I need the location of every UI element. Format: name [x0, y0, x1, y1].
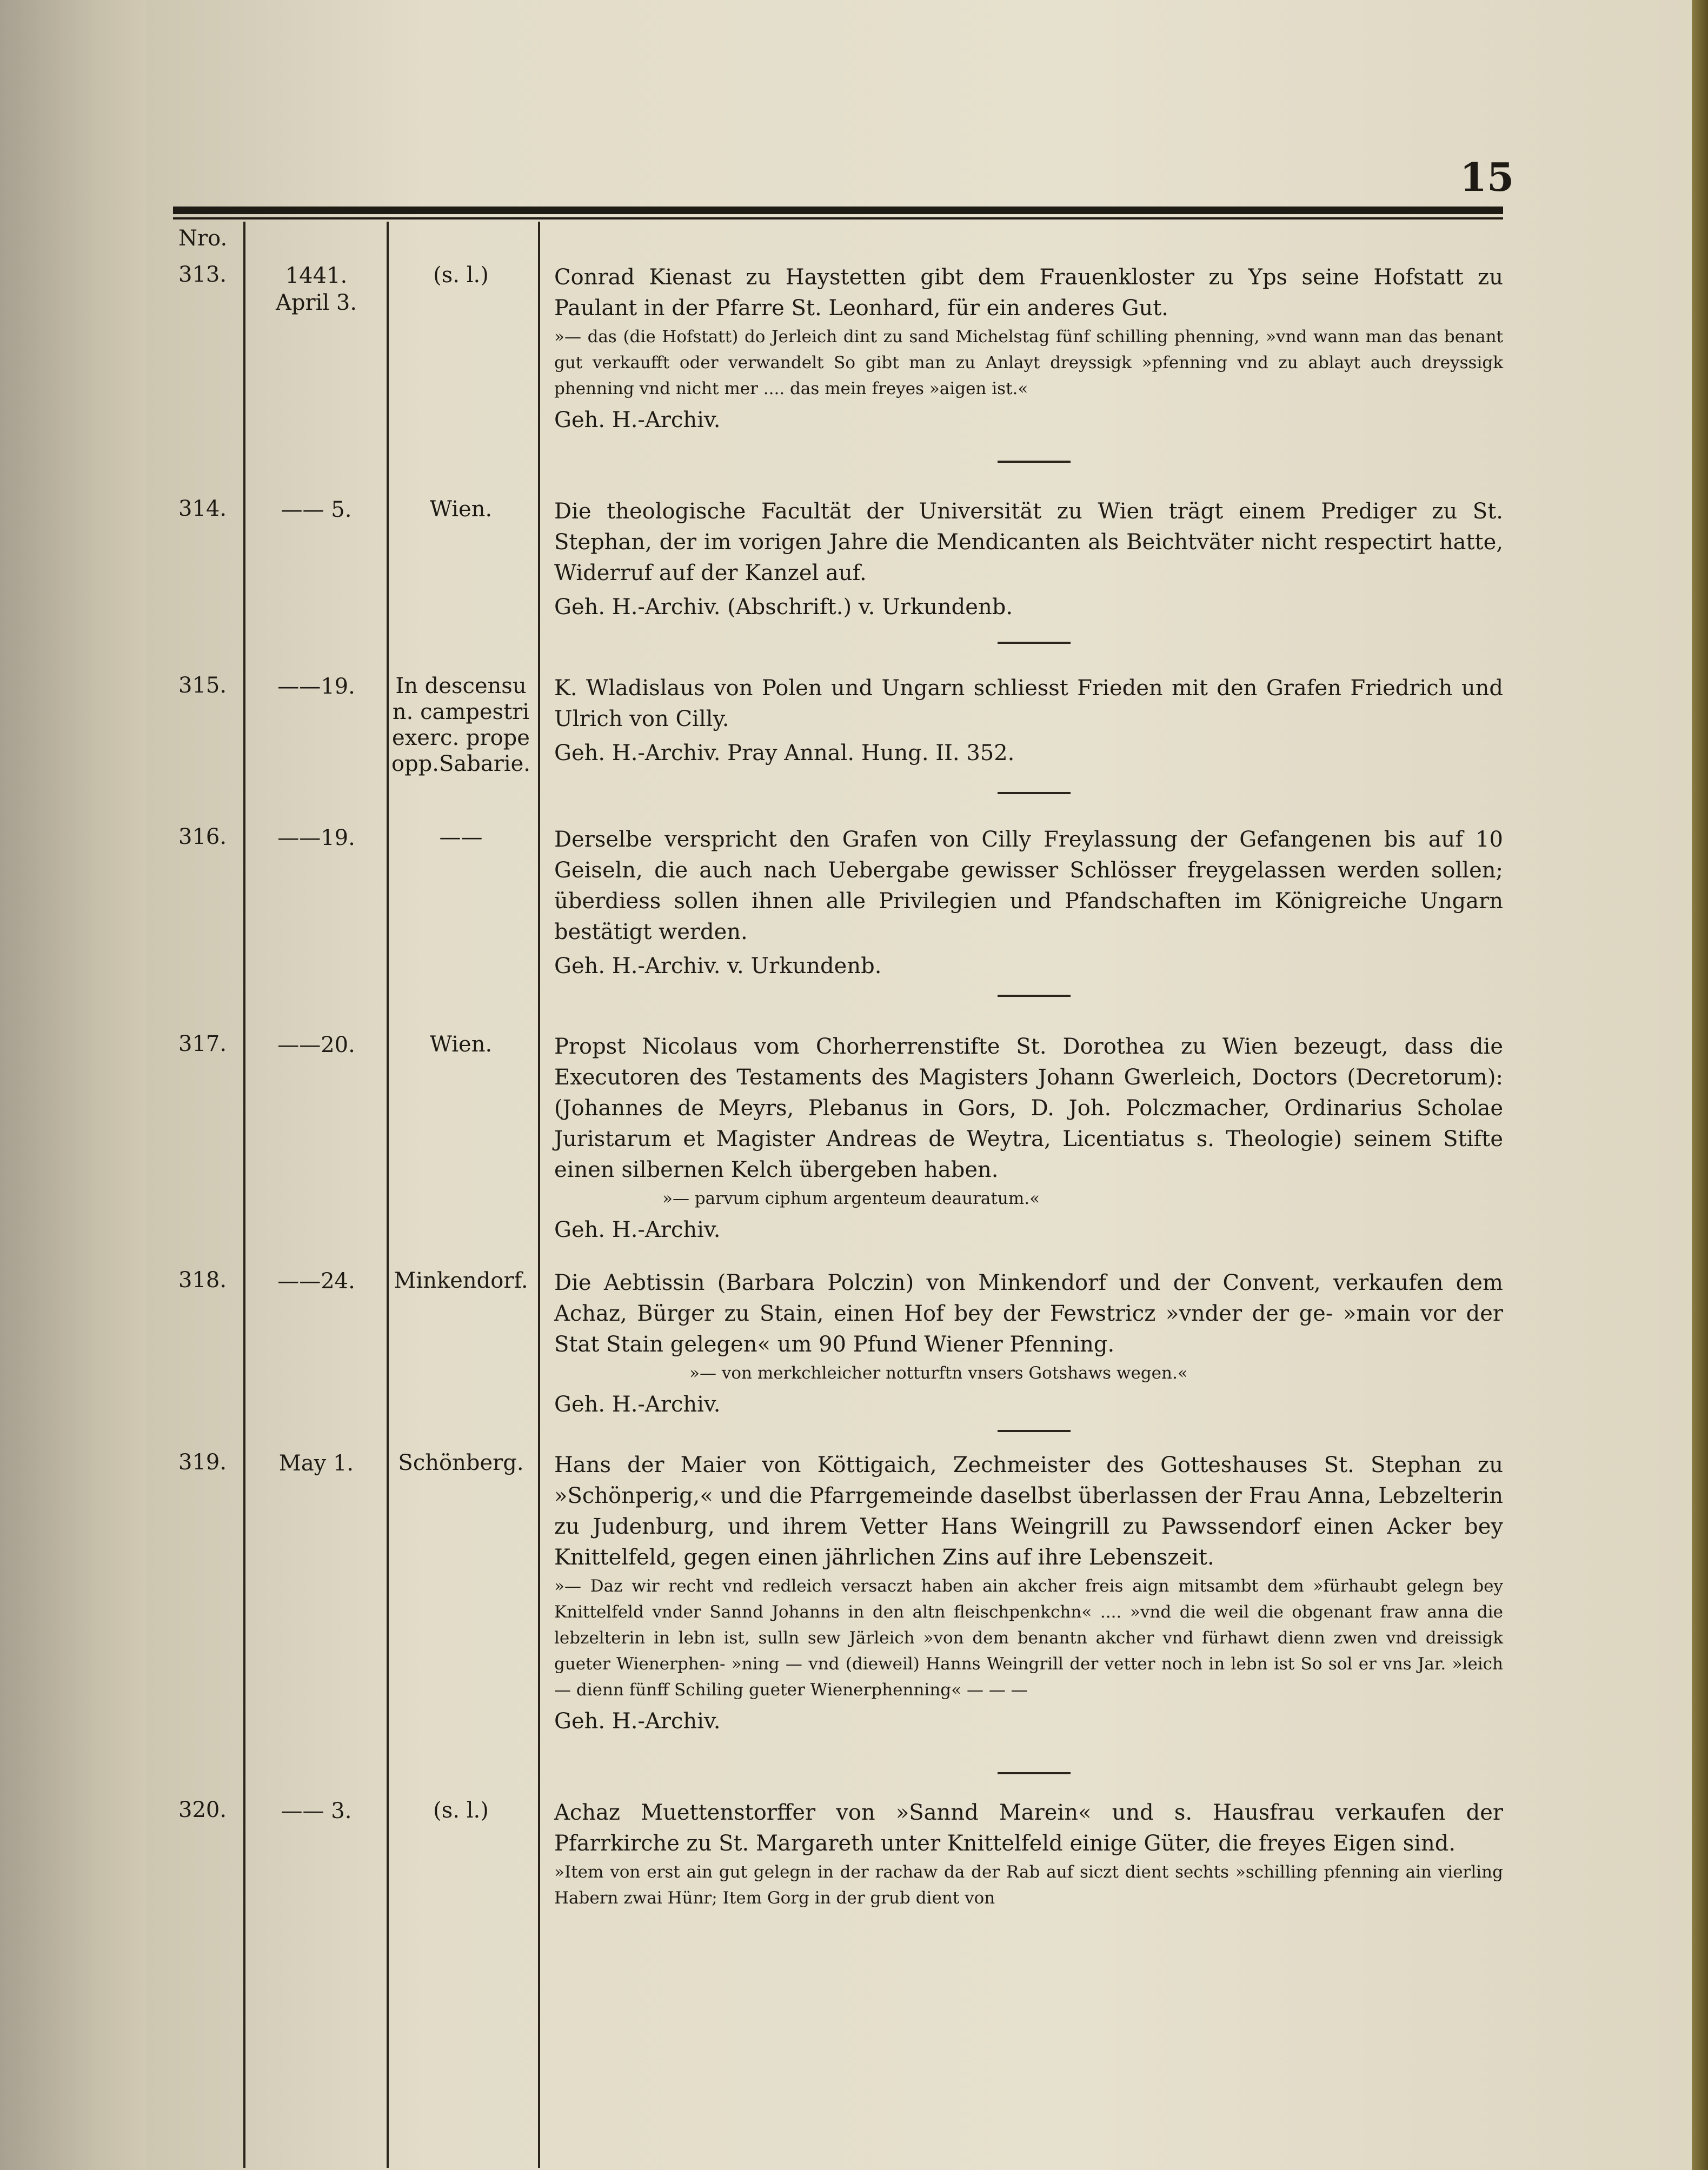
entry-source: Geh. H.-Archiv.	[554, 1709, 721, 1734]
entry-place: Wien.	[429, 1032, 493, 1057]
book-edge	[1692, 0, 1708, 2170]
entry-place: (s. l.)	[433, 1798, 489, 1823]
entry-quote: »— Daz wir recht vnd redleich versaczt haben ain akcher freis aign mitsambt dem »fürhaubt gelegn bey Knittelfeld vnder Sannd Johanns in den altn fleischpenkchn« .... »vnd die weil die obgenant fraw anna die lebzelterin in lebn ist, sulln sew Järleich »von dem benantn akcher vnd fürhawt dienn zwen vnd dreissigk gueter Wienerphen- »ning — vnd (dieweil) Hanns Weingrill der vetter noch in lebn ist So sol er vns Jar. »leich — dienn fünff Schiling gueter Wienerphenning« — — —	[554, 1576, 1503, 1700]
entry-separator	[998, 1772, 1071, 1774]
entry-source: Geh. H.-Archiv. v. Urkundenb.	[554, 954, 882, 979]
entry-text: Achaz Muettenstorffer von »Sannd Marein« und s. Hausfrau verkaufen der Pfarrkirche zu St. Margareth unter Knittelfeld einige Güter, die freyes Eigen sind.	[554, 1800, 1503, 1856]
entry-number: 319.	[178, 1450, 227, 1475]
entry-separator	[998, 995, 1071, 997]
entry-separator	[998, 461, 1071, 463]
entry-quote: »— von merkchleicher notturftn vnsers Gotshaws wegen.«	[689, 1363, 1188, 1383]
entry-number: 320.	[178, 1798, 227, 1822]
entry-number: 313.	[178, 262, 227, 287]
column-header-nro: Nro.	[178, 226, 228, 251]
entry-text: Hans der Maier von Köttigaich, Zechmeister des Gotteshauses St. Stephan zu »Schönperig,« und die Pfarrgemeinde daselbst überlassen der Frau Anna, Lebzelterin zu Judenburg, und ihrem Vetter Hans Weingrill zu Pawssendorf einen Acker bey Knittelfeld, gegen einen jährlichen Zins auf ihre Lebenszeit.	[554, 1453, 1503, 1570]
entry-separator	[998, 642, 1071, 644]
entry-number: 316.	[178, 824, 227, 849]
entry-date: 1441. April 3.	[275, 263, 357, 315]
entry-place: ——	[439, 825, 483, 850]
entry-separator	[998, 1430, 1071, 1432]
entry-date: —— 5.	[281, 497, 352, 522]
entry-text: Derselbe verspricht den Grafen von Cilly Freylassung der Gefangenen bis auf 10 Geiseln, die auch nach Uebergabe gewisser Schlösser freygelassen werden sollen; überdiess sollen ihnen alle Privilegien und Pfandschaften im Königreiche Ungarn bestätigt werden.	[554, 827, 1503, 944]
header-rule	[173, 207, 1503, 214]
entry-number: 315.	[178, 673, 227, 698]
entry-number: 318.	[178, 1268, 227, 1293]
entry-date: ——20.	[277, 1033, 355, 1057]
entry-text: K. Wladislaus von Polen und Ungarn schliesst Frieden mit den Grafen Friedrich und Ulrich von Cilly.	[554, 676, 1503, 731]
entry-date: May 1.	[278, 1451, 354, 1476]
entry-source: Geh. H.-Archiv. Pray Annal. Hung. II. 352.	[554, 741, 1015, 766]
scan-background-left	[0, 0, 162, 2170]
entry-place: Wien.	[429, 497, 493, 522]
entry-date: ——19.	[277, 826, 355, 850]
entry-text: Die Aebtissin (Barbara Polczin) von Minkendorf und der Convent, verkaufen dem Achaz, Bürger zu Stain, einen Hof bey der Fewstricz »vnder der ge- »main vor der Stat Stain gelegen« um 90 Pfund Wiener Pfenning.	[554, 1270, 1503, 1357]
entry-quote: »— parvum ciphum argenteum deauratum.«	[662, 1189, 1040, 1208]
entry-quote: »Item von erst ain gut gelegn in der rachaw da der Rab auf siczt dient sechts »schilling pfenning ain vierling Habern zwai Hünr; Item Gorg in der grub dient von	[554, 1862, 1503, 1908]
header-rule-thin	[173, 217, 1503, 219]
entry-number: 314.	[178, 496, 227, 521]
entry-source: Geh. H.-Archiv.	[554, 1392, 721, 1417]
entry-text: Die theologische Facultät der Universität zu Wien trägt einem Prediger zu St. Stephan, der im vorigen Jahre die Mendicanten als Beichtväter nicht respectirt hatte, Widerruf auf der Kanzel auf.	[554, 499, 1503, 585]
entry-number: 317.	[178, 1031, 227, 1056]
entry-date: ——24.	[277, 1269, 355, 1294]
entry-text: Conrad Kienast zu Haystetten gibt dem Frauenkloster zu Yps seine Hofstatt zu Paulant in der Pfarre St. Leonhard, für ein anderes Gut.	[554, 265, 1503, 321]
entry-content	[554, 1450, 1503, 1737]
entry-separator	[998, 792, 1071, 794]
entry-source: Geh. H.-Archiv.	[554, 1217, 721, 1242]
entry-date: —— 3.	[281, 1799, 352, 1823]
entry-date: ——19.	[277, 674, 355, 699]
entry-content	[554, 1031, 1503, 1246]
entry-source: Geh. H.-Archiv. (Abschrift.) v. Urkundenb.	[554, 595, 1013, 620]
entry-content	[554, 262, 1503, 436]
entry-content	[554, 1798, 1503, 1911]
entry-content	[554, 673, 1503, 769]
entry-place: Minkendorf.	[394, 1268, 528, 1293]
entry-quote: »— das (die Hofstatt) do Jerleich dint zu sand Michelstag fünf schilling phenning, »vnd wann man das benant gut verkaufft oder verwandelt So gibt man zu Anlayt dreyssigk »pfenning vnd zu ablayt auch dreyssigk phenning vnd nicht mer .... das mein freyes »aigen ist.«	[554, 327, 1503, 398]
entry-source: Geh. H.-Archiv.	[554, 408, 721, 432]
entry-text: Propst Nicolaus vom Chorherrenstifte St. Dorothea zu Wien bezeugt, dass die Executoren des Testaments des Magisters Johann Gwerleich, Doctors (Decretorum): (Johannes de Meyrs, Plebanus in Gors, D. Joh. Polczmacher, Ordinarius Scholae Juristarum et Magister Andreas de Weytra, Licentiatus s. Theologie) seinem Stifte einen silbernen Kelch übergeben haben.	[554, 1034, 1503, 1182]
page-number: 15	[1460, 154, 1514, 200]
entry-place: In descensu n. campestri exerc. prope opp.Sabarie.	[391, 674, 530, 776]
entry-content	[554, 496, 1503, 623]
column-divider-1	[243, 222, 245, 2168]
entry-content	[554, 1268, 1503, 1420]
entry-place: (s. l.)	[433, 263, 489, 288]
entry-place: Schönberg.	[398, 1450, 524, 1475]
column-divider-3	[538, 222, 540, 2168]
entry-content	[554, 824, 1503, 982]
